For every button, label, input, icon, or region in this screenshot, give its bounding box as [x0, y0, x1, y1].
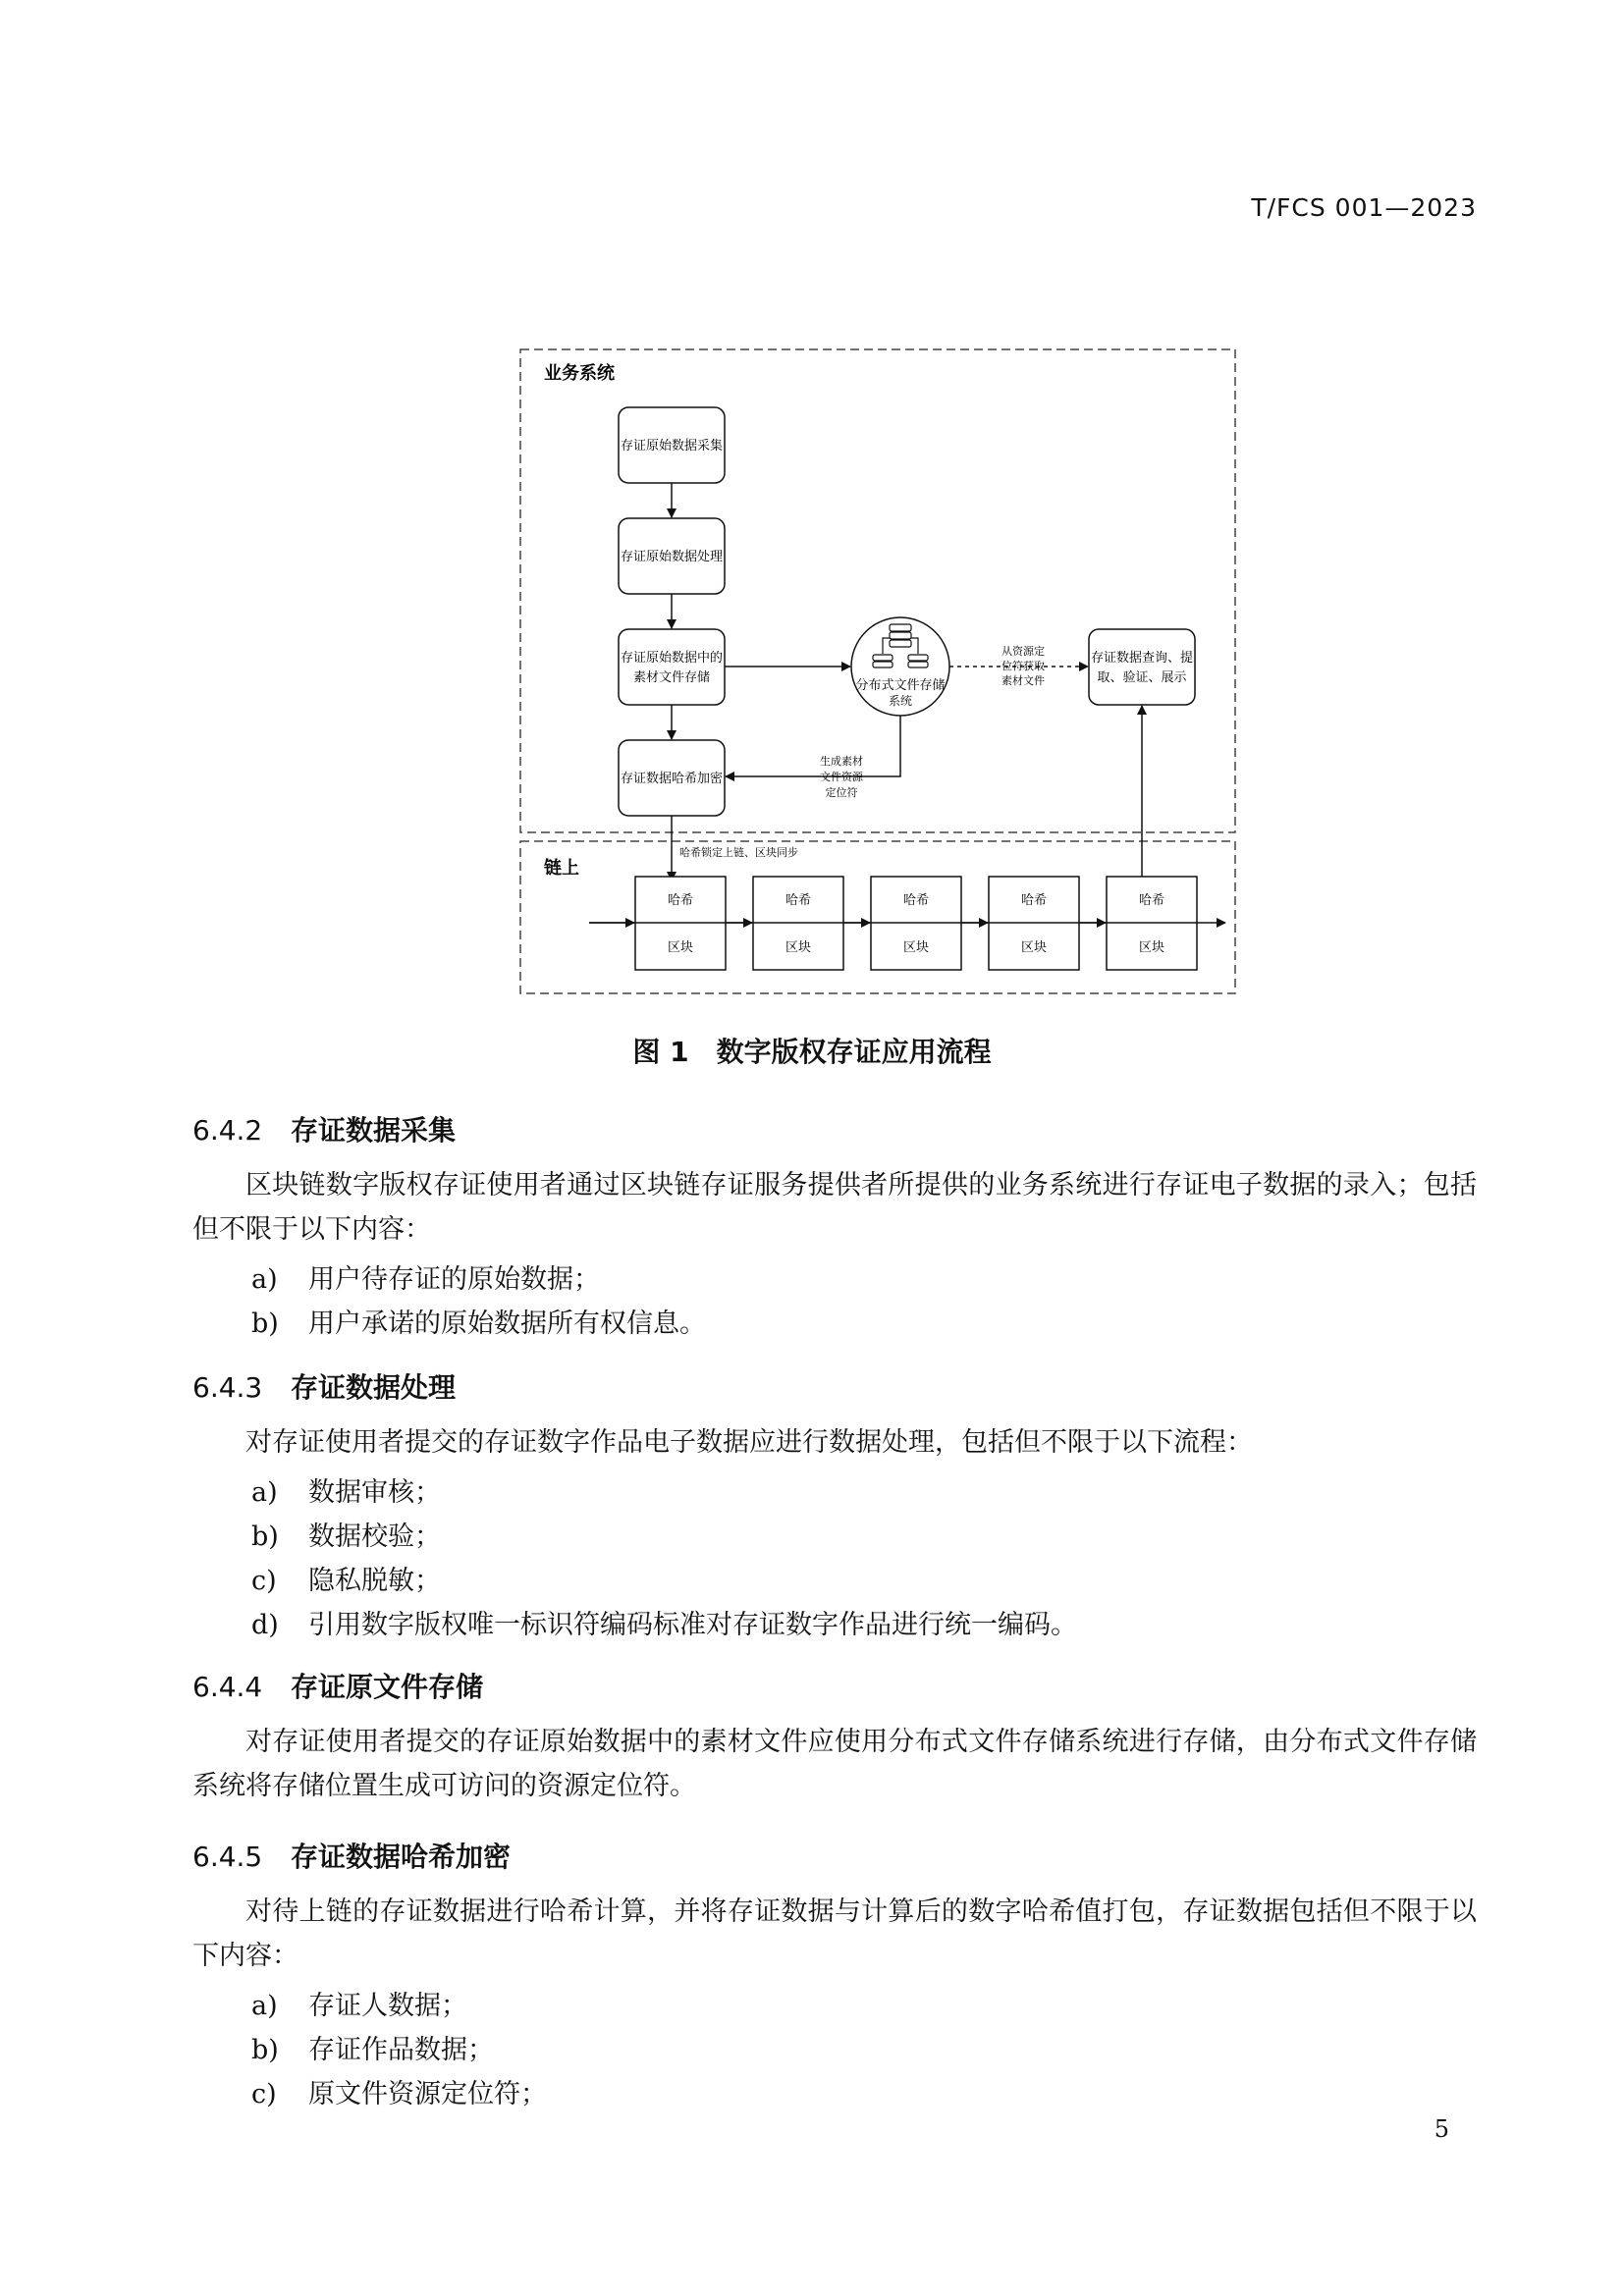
- block-5: [1107, 877, 1197, 970]
- list-item: c) 原文件资源定位符；: [251, 2079, 547, 2109]
- box-file-storage: [619, 629, 725, 705]
- distributed-storage-label-1: 分布式文件存储: [855, 678, 946, 693]
- svg-text:哈希: 哈希: [1020, 893, 1048, 908]
- svg-text:哈希: 哈希: [902, 893, 930, 908]
- svg-text:哈希: 哈希: [785, 893, 812, 908]
- label-chain-sync: 哈希锁定上链、区块同步: [679, 846, 798, 859]
- distributed-storage-label-2: 系统: [888, 694, 913, 708]
- section-heading-6-4-2: 6.4.2 存证数据采集: [192, 1114, 457, 1147]
- list-item: d) 引用数字版权唯一标识符编码标准对存证数字作品进行统一编码。: [251, 1610, 1077, 1640]
- block-4: [989, 877, 1079, 970]
- svg-text:区块: 区块: [1138, 940, 1165, 955]
- box-file-storage-label-1: 存证原始数据中的: [620, 651, 724, 666]
- figure-title: 数字版权存证应用流程: [716, 1036, 992, 1068]
- section-paragraph: 对待上链的存证数据进行哈希计算，并将存证数据与计算后的数字哈希值打包，存证数据包括但不限于以下内容：: [192, 1896, 1477, 1971]
- svg-text:区块: 区块: [902, 940, 930, 955]
- box-hash-encryption-label: 存证数据哈希加密: [620, 772, 724, 786]
- section-heading-6-4-5: 6.4.5 存证数据哈希加密: [192, 1841, 512, 1873]
- business-system-label: 业务系统: [544, 363, 615, 384]
- figure-number: 图 1: [632, 1036, 689, 1068]
- list-item: b) 数据校验；: [251, 1522, 441, 1552]
- list-item: a) 用户待存证的原始数据；: [251, 1264, 600, 1295]
- flow-diagram: [0, 0, 1624, 1001]
- svg-text:区块: 区块: [1020, 940, 1048, 955]
- list-item: a) 数据审核；: [251, 1477, 441, 1508]
- label-generate-3: 定位符: [825, 786, 858, 799]
- svg-text:区块: 区块: [667, 940, 694, 955]
- list-item: b) 存证作品数据；: [251, 2035, 494, 2065]
- box-data-collection-label: 存证原始数据采集: [620, 439, 724, 454]
- figure-caption: [0, 1031, 1624, 1070]
- box-data-query-label-1: 存证数据查询、提: [1090, 651, 1194, 666]
- block-1: [635, 877, 726, 970]
- list-item: b) 用户承诺的原始数据所有权信息。: [251, 1308, 706, 1339]
- on-chain-label: 链上: [544, 858, 579, 879]
- box-data-processing-label: 存证原始数据处理: [620, 550, 724, 564]
- page-number: 5: [1434, 2115, 1449, 2143]
- svg-text:哈希: 哈希: [1138, 893, 1165, 908]
- svg-text:区块: 区块: [785, 940, 812, 955]
- list-item: a) 存证人数据；: [251, 1991, 467, 2021]
- section-heading-6-4-3: 6.4.3 存证数据处理: [192, 1371, 457, 1404]
- document-code: T/FCS 001—2023: [1251, 193, 1477, 222]
- label-generate-2: 文件资源: [820, 771, 863, 783]
- box-data-query: [1089, 629, 1195, 705]
- section-paragraph: 对存证使用者提交的存证原始数据中的素材文件应使用分布式文件存储系统进行存储，由分布式文件存储系统将存储位置生成可访问的资源定位符。: [192, 1727, 1477, 1801]
- box-file-storage-label-2: 素材文件存储: [632, 670, 711, 685]
- label-fetch-1: 从资源定: [1001, 645, 1045, 658]
- list-item: c) 隐私脱敏；: [251, 1566, 441, 1596]
- box-data-query-label-2: 取、验证、展示: [1097, 670, 1187, 685]
- section-paragraph: 区块链数字版权存证使用者通过区块链存证服务提供者所提供的业务系统进行存证电子数据的录入；包括但不限于以下内容：: [192, 1170, 1477, 1245]
- block-3: [871, 877, 961, 970]
- label-generate-1: 生成素材: [820, 755, 863, 768]
- block-2: [753, 877, 843, 970]
- label-fetch-2: 位符获取: [1001, 660, 1045, 672]
- svg-text:哈希: 哈希: [667, 893, 694, 908]
- label-fetch-3: 素材文件: [1001, 674, 1045, 687]
- section-heading-6-4-4: 6.4.4 存证原文件存储: [192, 1671, 484, 1703]
- section-paragraph: 对存证使用者提交的存证数字作品电子数据应进行数据处理，包括但不限于以下流程：: [245, 1427, 1253, 1458]
